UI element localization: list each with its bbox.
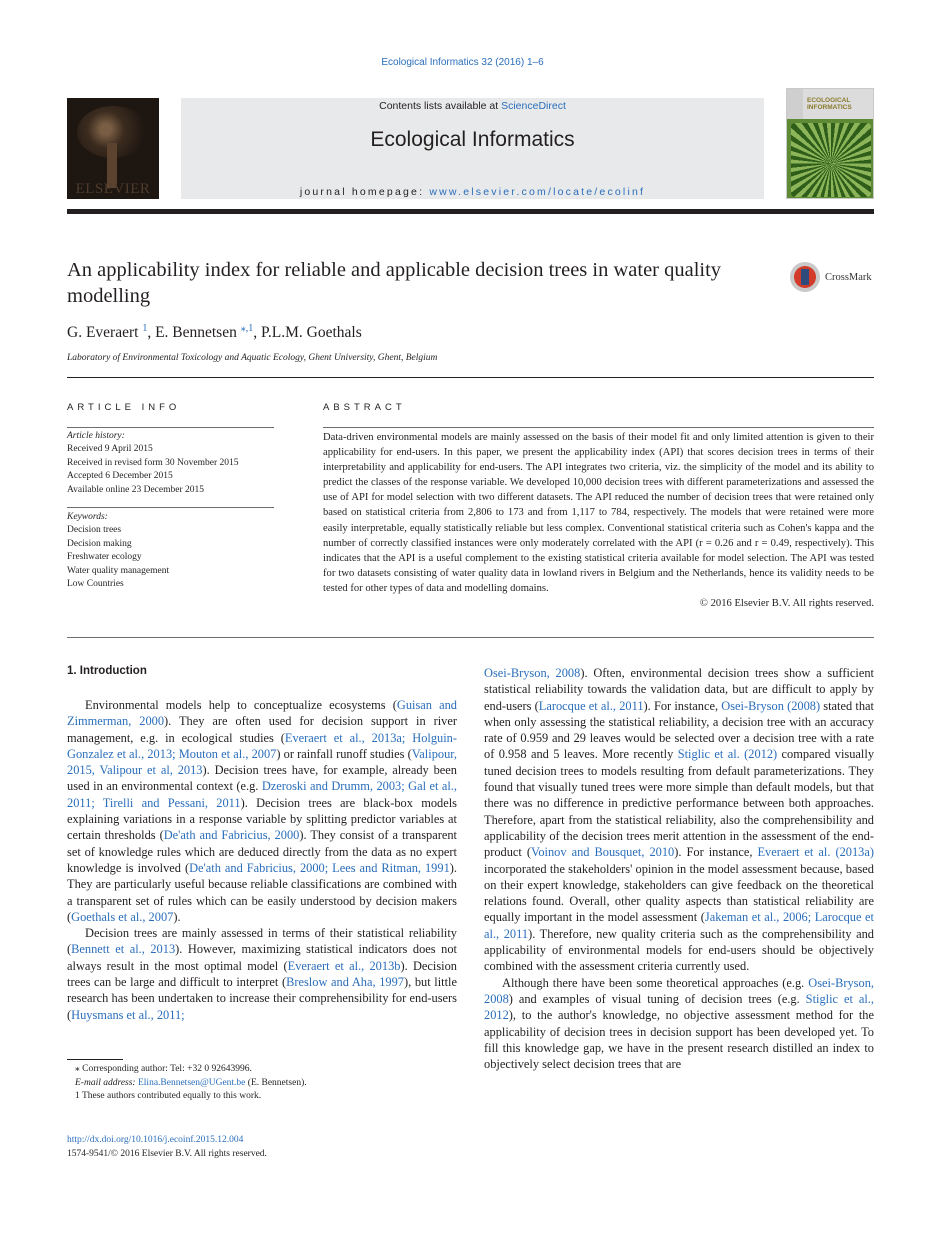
paragraph: Environmental models help to conceptualize ecosystems (Guisan and Zimmerman, 2000). They are often used for decision support in river management, e.g. in ecological studies (Everaert et al., 2013a; Holguin-Gonzalez et al., 2013; Mouton et al., 2007) or rainfall runoff studies (Valipour, 2015, Valipour et al, 2013). Decision trees have, for example, already been used in an environmental context (e.g. Dzeroski and Drumm, 2003; Gal et al., 2011; Tirelli and Pessani, 2011). Decision trees are black-box models explaining variations in a response variable by splitting predictor variables at certain thresholds (De'ath and Fabricius, 2000). They consist of a transparent set of knowledge rules which are deduced directly from the data as no expert knowledge is involved (De'ath and Fabricius, 2000; Lees and Ritman, 1991). They are particularly useful because reliable classifications are combined with a transparent set of rules which can be easily understood by decision makers (Goethals et al., 2007). (67, 698, 458, 924)
email-link[interactable]: Elina.Bennetsen@UGent.be (137, 1077, 246, 1088)
citation-link[interactable]: Osei-Bryson, 2008 (484, 975, 874, 1006)
citation-link[interactable]: Osei-Bryson, 2008 (484, 666, 581, 680)
citation-link[interactable]: Everaert et al., 2013b (287, 958, 401, 973)
sciencedirect-link[interactable]: ScienceDirect (501, 100, 566, 112)
keywords-label: Keywords: (67, 512, 108, 522)
author-name: G. Everaert (67, 324, 139, 342)
author-list: G. Everaert $^1$, E. Bennetsen $^{⁎,1}$, P.L.M. Goethals (67, 323, 362, 342)
paragraph: Osei-Bryson, 2008). Often, environmental decision trees show a sufficient statistical reliability towards the validation data, but are difficult to apply by end-users (Larocque et al., 2011). For instance, Osei-Bryson (2008) stated that when only assessing the statistical reliability, a decision tree with an accuracy rate of 0.959 and 29 leaves would be selected over a decision tree with a rate of 0.958 and 5 leaves. More recently Stiglic et al. (2012) compared visually tuned decision trees to models resulting from default parameterizations. They found that visually tuned trees were more simple than default models, but that there was no difference in predictive performance between both approaches. Therefore, apart from the statistical reliability, also the comprehensibility and applicability of the decision trees merit attention in the assessment of the end-product (Voinov and Bousquet, 2010). For instance, Everaert et al. (2013a) incorporated the stakeholders' opinion in the model assessment because, based on their expert knowledge, stakeholders can give feedback on the theoretical relations found. Overall, other quality aspects than statistical reliability are equally important in the model assessment (Jakeman et al., 2006; Larocque et al., 2011). Therefore, new quality criteria such as the comprehensibility and applicability of environmental models for end-users should be objectively combined with the assessment criteria currently used. (484, 666, 875, 974)
history-item: Received 9 April 2015 (67, 444, 153, 455)
elsevier-logo (67, 98, 159, 199)
citation-link[interactable]: Everaert et al. (2013a) (757, 845, 874, 860)
contents-line (181, 100, 764, 112)
abstract-copyright: © 2016 Elsevier B.V. All rights reserved. (699, 598, 874, 610)
author-footnote-link[interactable]: ⁎,1 (240, 323, 254, 334)
keyword: Decision trees (67, 525, 122, 536)
journal-reference[interactable]: Ecological Informatics 32 (2016) 1–6 (381, 57, 544, 68)
footnotes (67, 1063, 457, 1104)
journal-title: Ecological Informatics (370, 128, 575, 151)
article-history (67, 430, 277, 497)
keyword: Freshwater ecology (67, 552, 142, 563)
header-rule (67, 209, 874, 214)
citation-link[interactable]: Breslow and Aha, 1997 (286, 975, 404, 990)
citation-link[interactable]: Bennett et al., 2013 (71, 942, 176, 957)
info-rule (67, 507, 274, 508)
citation-link[interactable]: Dzeroski and Drumm, 2003; Gal et al., 2011; Tirelli and Pessani, 2011 (67, 779, 458, 810)
paragraph: Decision trees are mainly assessed in terms of their statistical reliability (Bennett et al., 2013). However, maximizing statistical indicators does not always result in the most optimal model (Everaert et al., 2013b). Decision trees can be large and difficult to interpret (Breslow and Aha, 1997), but little research has been undertaken to increase their comprehensibility for end-users (Huysmans et al., 2011; (67, 926, 458, 1022)
citation-link[interactable]: Stiglic et al., 2012 (484, 991, 875, 1023)
citation-link[interactable]: Huysmans et al., 2011; (71, 1007, 185, 1022)
citation-link[interactable]: Guisan and Zimmerman, 2000 (67, 698, 458, 729)
title-rule (67, 377, 874, 378)
crossmark-label: CrossMark (825, 272, 872, 283)
abstract-body: Data-driven environmental models are mainly assessed on the basis of their model fit and only limited attention is given to their applicability for end-users. In this paper, we present the applicability index (API) that scores decision trees in terms of their interpretability and applicability for end-users. The API integrates two criteria, viz. the simplicity of the model and its ability to predict the classes of the response variable. We developed 10,000 decision trees with different parameterizations and assessed the use of API for model selection with two different datasets. The API reduced the number of decision trees that were retained only based on statistical criteria from 2,806 to 173 and from 1,117 to 784, respectively. The models that were retained were more easily interpretable, equally statistically reliable but less complex. Conventional statistical criteria such as Cohen's kappa and the number of correctly classified instances were only moderately correlated with the API (r = 0.26 and r = 0.49, respectively). This indicates that the API is a useful complement to the existing statistical criteria available for model selection. The API was tested for two datasets consisting of water quality data in lowland rivers in Belgium and the Netherlands, hence its validity needs to be tested for other types of data and modelling domains. (323, 432, 874, 594)
homepage-prefix: journal homepage: (299, 186, 430, 198)
email-label: E-mail address: (75, 1077, 138, 1088)
citation-link[interactable]: Jakeman et al., 2006; Larocque et al., 2011 (484, 910, 874, 941)
info-rule (67, 427, 274, 428)
keyword: Water quality management (67, 565, 170, 576)
elsevier-wordmark: ELSEVIER (75, 181, 151, 197)
footnote-rule (67, 1059, 123, 1060)
journal-homepage (181, 186, 764, 198)
citation-link[interactable]: Goethals et al., 2007 (71, 909, 174, 924)
section-heading: 1. Introduction (67, 665, 147, 677)
footnote-equal-contribution: 1 These authors contributed equally to this work. (75, 1091, 262, 1102)
contents-prefix: Contents lists available at (379, 100, 502, 112)
article-info-heading: ARTICLE INFO (67, 402, 181, 413)
keywords (67, 511, 277, 591)
history-item: Available online 23 December 2015 (67, 484, 204, 495)
crossmark-badge[interactable] (790, 262, 880, 294)
citation-link[interactable]: Stiglic et al. (2012) (677, 747, 778, 762)
author-name: P.L.M. Goethals (260, 324, 362, 342)
equal-text: These authors contributed equally to this work. (81, 1091, 262, 1102)
citation-link[interactable]: De'ath and Fabricius, 2000 (163, 828, 300, 843)
abstract-rule (323, 427, 874, 428)
author-footnote-link[interactable]: 1 (142, 323, 148, 334)
citation-link[interactable]: Larocque et al., 2011 (538, 698, 644, 713)
affiliation: Laboratory of Environmental Toxicology and Aquatic Ecology, Ghent University, Ghent, Belgium (67, 353, 438, 363)
abstract-heading: ABSTRACT (323, 402, 406, 413)
history-item: Received in revised form 30 November 2015 (67, 457, 239, 468)
doi-block (67, 1134, 267, 1161)
footnote-corresponding: ⁎ Corresponding author: Tel: +32 0 92643996. (75, 1064, 252, 1074)
citation-link[interactable]: Valipour, 2015, Valipour et al, 2013 (67, 746, 458, 778)
corresponding-text: Corresponding author: Tel: +32 0 92643996. (82, 1064, 252, 1074)
journal-cover-thumbnail (786, 88, 874, 199)
cover-title: ECOLOGICAL INFORMATICS (807, 97, 852, 111)
doi-link[interactable]: http://dx.doi.org/10.1016/j.ecoinf.2015.12.004 (67, 1135, 244, 1145)
history-label: Article history: (67, 431, 125, 441)
citation-link[interactable]: De'ath and Fabricius, 2000; Lees and Ritman, 1991 (189, 860, 450, 875)
issn-line: 1574-9541/© 2016 Elsevier B.V. All rights reserved. (67, 1148, 267, 1159)
citation-link[interactable]: Osei-Bryson (2008) (721, 698, 821, 713)
crossmark-icon (790, 262, 820, 292)
citation-link[interactable]: Voinov and Bousquet, 2010 (531, 845, 675, 860)
citation-link[interactable]: Everaert et al., 2013a; Holguin-Gonzalez et al., 2013; Mouton et al., 2007 (67, 730, 457, 761)
article-title: An applicability index for reliable and applicable decision trees in water quality modelling (67, 259, 722, 307)
cover-spine (787, 89, 803, 119)
history-item: Accepted 6 December 2015 (67, 471, 173, 482)
cover-artwork (791, 123, 871, 197)
homepage-link[interactable]: www.elsevier.com/locate/ecolinf (429, 186, 646, 198)
keyword: Low Countries (67, 579, 124, 590)
body-column-right (484, 665, 874, 1072)
body-column-left (67, 697, 457, 1023)
abstract-text (323, 430, 874, 611)
keyword: Decision making (67, 538, 132, 549)
author-name: E. Bennetsen (155, 324, 237, 342)
email-suffix: (E. Bennetsen). (245, 1077, 307, 1088)
abstract-bottom-rule (67, 637, 874, 638)
footnote-email (67, 1077, 457, 1091)
paragraph: Although there have been some theoretical approaches (e.g. Osei-Bryson, 2008) and examples of visual tuning of decision trees (e.g. Stiglic et al., 2012), to the author's knowledge, no objective assessment method for the applicability of decision trees in decision support has been developed yet. To fill this knowledge gap, we have in the present research distilled an index to objectively select decision trees that are (484, 975, 875, 1072)
